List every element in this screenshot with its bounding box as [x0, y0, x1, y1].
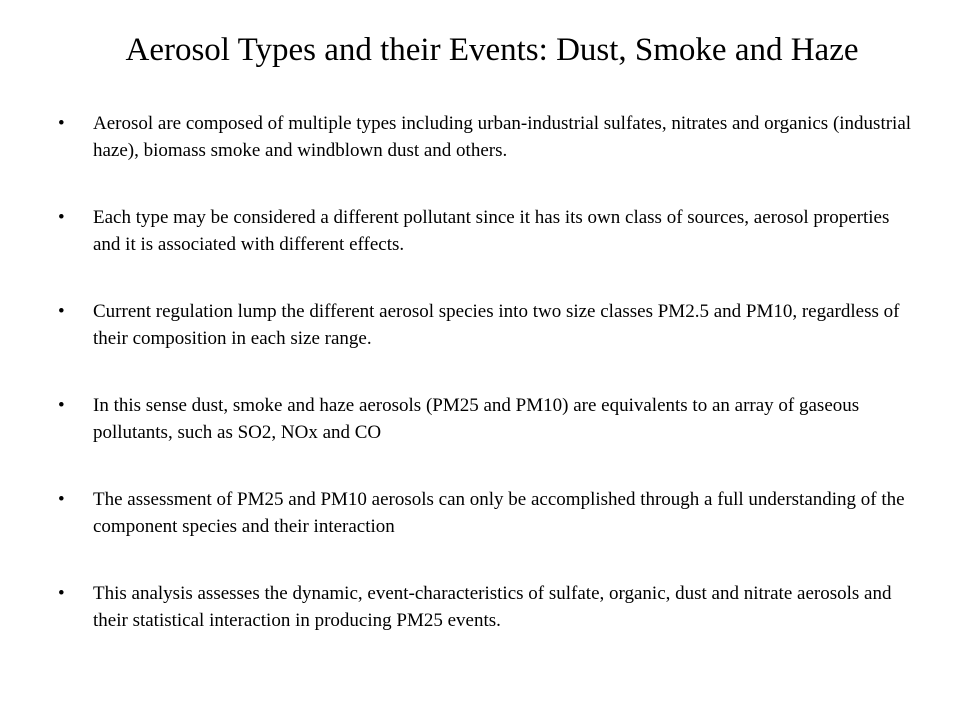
bullet-item — [58, 298, 918, 352]
slide-title: Aerosol Types and their Events: Dust, Smoke and Haze — [125, 32, 859, 68]
bullet-list — [58, 110, 918, 634]
bullet-text: In this sense dust, smoke and haze aerosols (PM25 and PM10) are equivalents to an array of gaseous pollutants, such as SO2, NOx and CO — [93, 395, 860, 443]
bullet-icon: • — [58, 489, 65, 510]
bullet-text: The assessment of PM25 and PM10 aerosols can only be accomplished through a full understanding of the component species and their interaction — [93, 489, 905, 537]
bullet-icon: • — [58, 113, 65, 134]
bullet-icon: • — [58, 301, 65, 322]
bullet-icon: • — [58, 207, 65, 228]
bullet-icon: • — [58, 583, 65, 604]
bullet-text: Current regulation lump the different aerosol species into two size classes PM2.5 and PM10, regardless of their composition in each size range. — [93, 301, 900, 349]
bullet-item — [58, 392, 918, 446]
bullet-item — [58, 486, 918, 540]
bullet-item — [58, 204, 918, 258]
bullet-text: Aerosol are composed of multiple types including urban-industrial sulfates, nitrates and organics (industrial haze), biomass smoke and windblown dust and others. — [93, 113, 912, 161]
bullet-text: Each type may be considered a different pollutant since it has its own class of sources, aerosol properties and it is associated with different effects. — [93, 207, 890, 255]
bullet-icon: • — [58, 395, 65, 416]
bullet-item — [58, 110, 918, 164]
bullet-text: This analysis assesses the dynamic, event-characteristics of sulfate, organic, dust and nitrate aerosols and their statistical interaction in producing PM25 events. — [93, 583, 892, 631]
bullet-item — [58, 580, 918, 634]
